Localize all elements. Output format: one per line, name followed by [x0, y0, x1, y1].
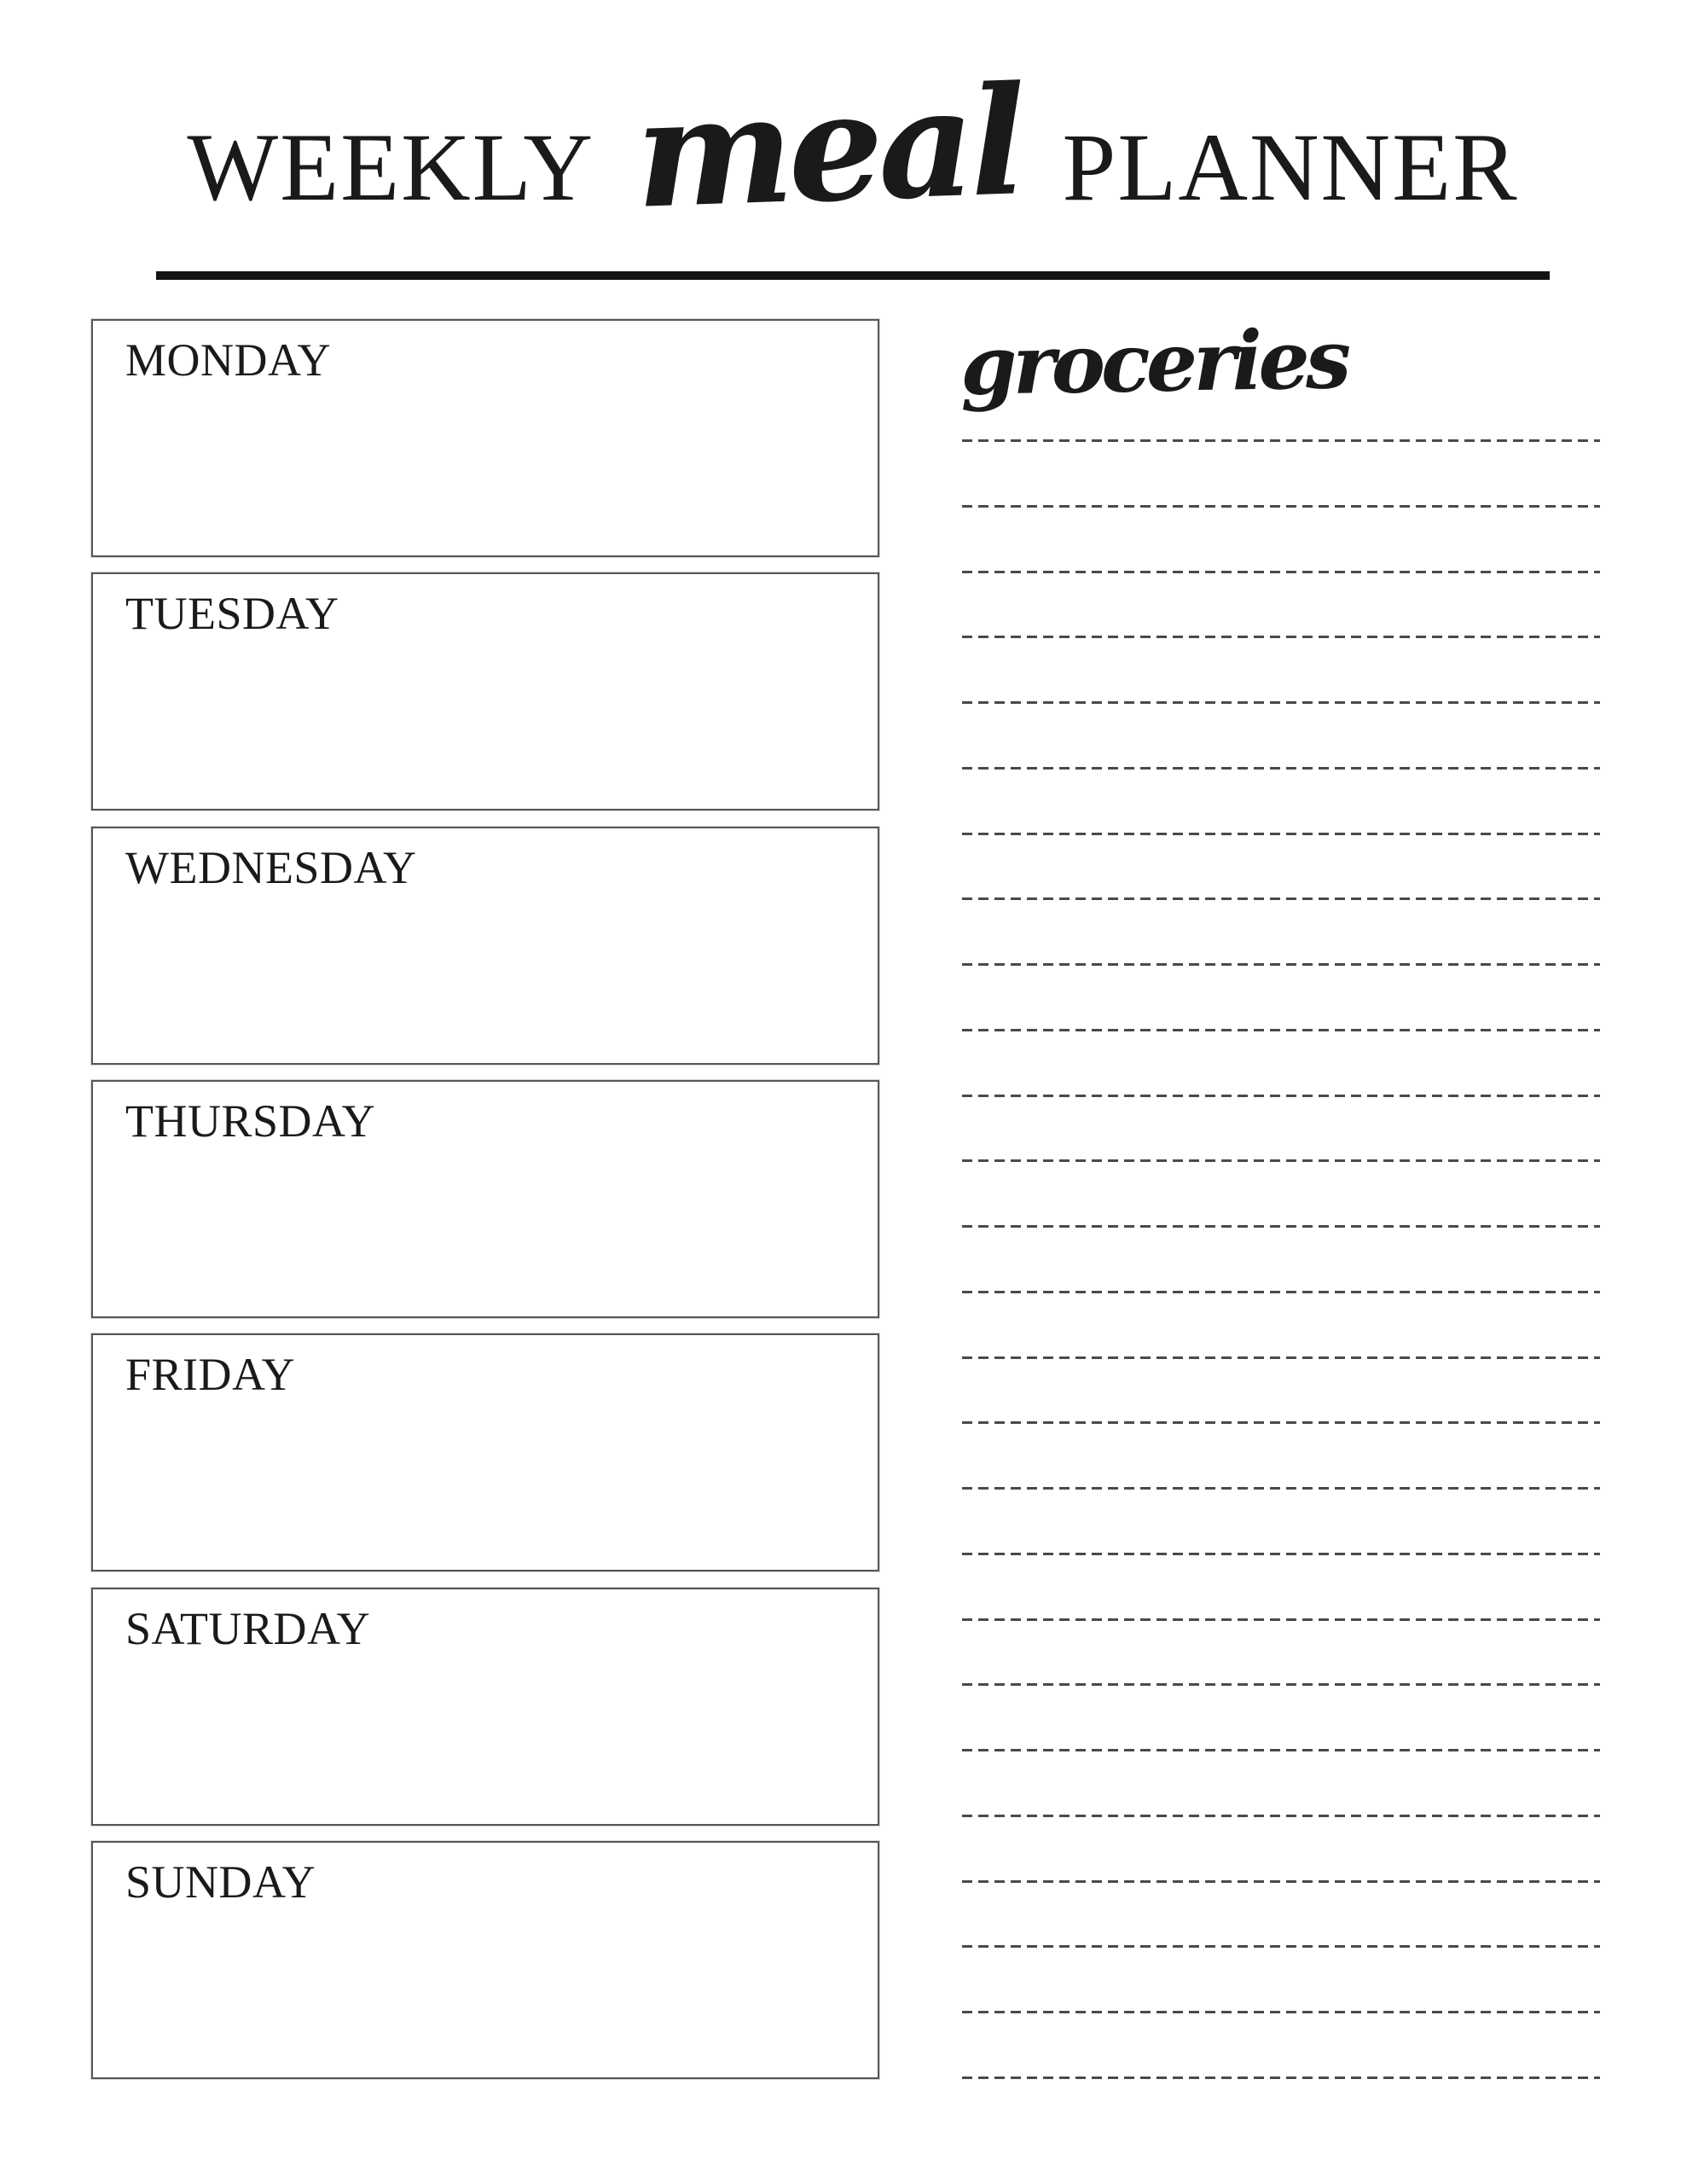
day-label: SUNDAY — [125, 1856, 316, 1908]
grocery-line[interactable] — [962, 1945, 1600, 1948]
grocery-line[interactable] — [962, 1225, 1600, 1228]
grocery-line[interactable] — [962, 1159, 1600, 1162]
grocery-line[interactable] — [962, 1880, 1600, 1883]
grocery-line[interactable] — [962, 1421, 1600, 1424]
grocery-line[interactable] — [962, 1291, 1600, 1293]
grocery-line[interactable] — [962, 1749, 1600, 1751]
grocery-line[interactable] — [962, 2077, 1600, 2079]
day-label: THURSDAY — [125, 1095, 376, 1147]
grocery-line[interactable] — [962, 1553, 1600, 1555]
grocery-line[interactable] — [962, 1029, 1600, 1031]
day-label: FRIDAY — [125, 1349, 296, 1401]
grocery-line[interactable] — [962, 1356, 1600, 1359]
grocery-line[interactable] — [962, 767, 1600, 770]
title-word-planner: PLANNER — [1062, 114, 1519, 221]
grocery-line[interactable] — [962, 2011, 1600, 2013]
grocery-line[interactable] — [962, 1487, 1600, 1490]
grocery-line[interactable] — [962, 571, 1600, 573]
grocery-line[interactable] — [962, 701, 1600, 704]
grocery-line[interactable] — [962, 897, 1600, 900]
grocery-line[interactable] — [962, 439, 1600, 442]
grocery-line[interactable] — [962, 1618, 1600, 1621]
day-label: WEDNESDAY — [125, 841, 417, 893]
day-label: MONDAY — [125, 334, 332, 386]
grocery-line[interactable] — [962, 505, 1600, 508]
grocery-line[interactable] — [962, 833, 1600, 835]
day-label: TUESDAY — [125, 588, 339, 640]
groceries-heading: groceries — [959, 312, 1348, 414]
title-word-weekly: WEEKLY — [187, 114, 595, 221]
day-label: SATURDAY — [125, 1602, 371, 1654]
grocery-line[interactable] — [962, 636, 1600, 638]
grocery-line[interactable] — [962, 1683, 1600, 1686]
grocery-line[interactable] — [962, 963, 1600, 966]
title-word-meal: meal — [632, 54, 1024, 242]
grocery-line[interactable] — [962, 1815, 1600, 1817]
grocery-line[interactable] — [962, 1095, 1600, 1097]
